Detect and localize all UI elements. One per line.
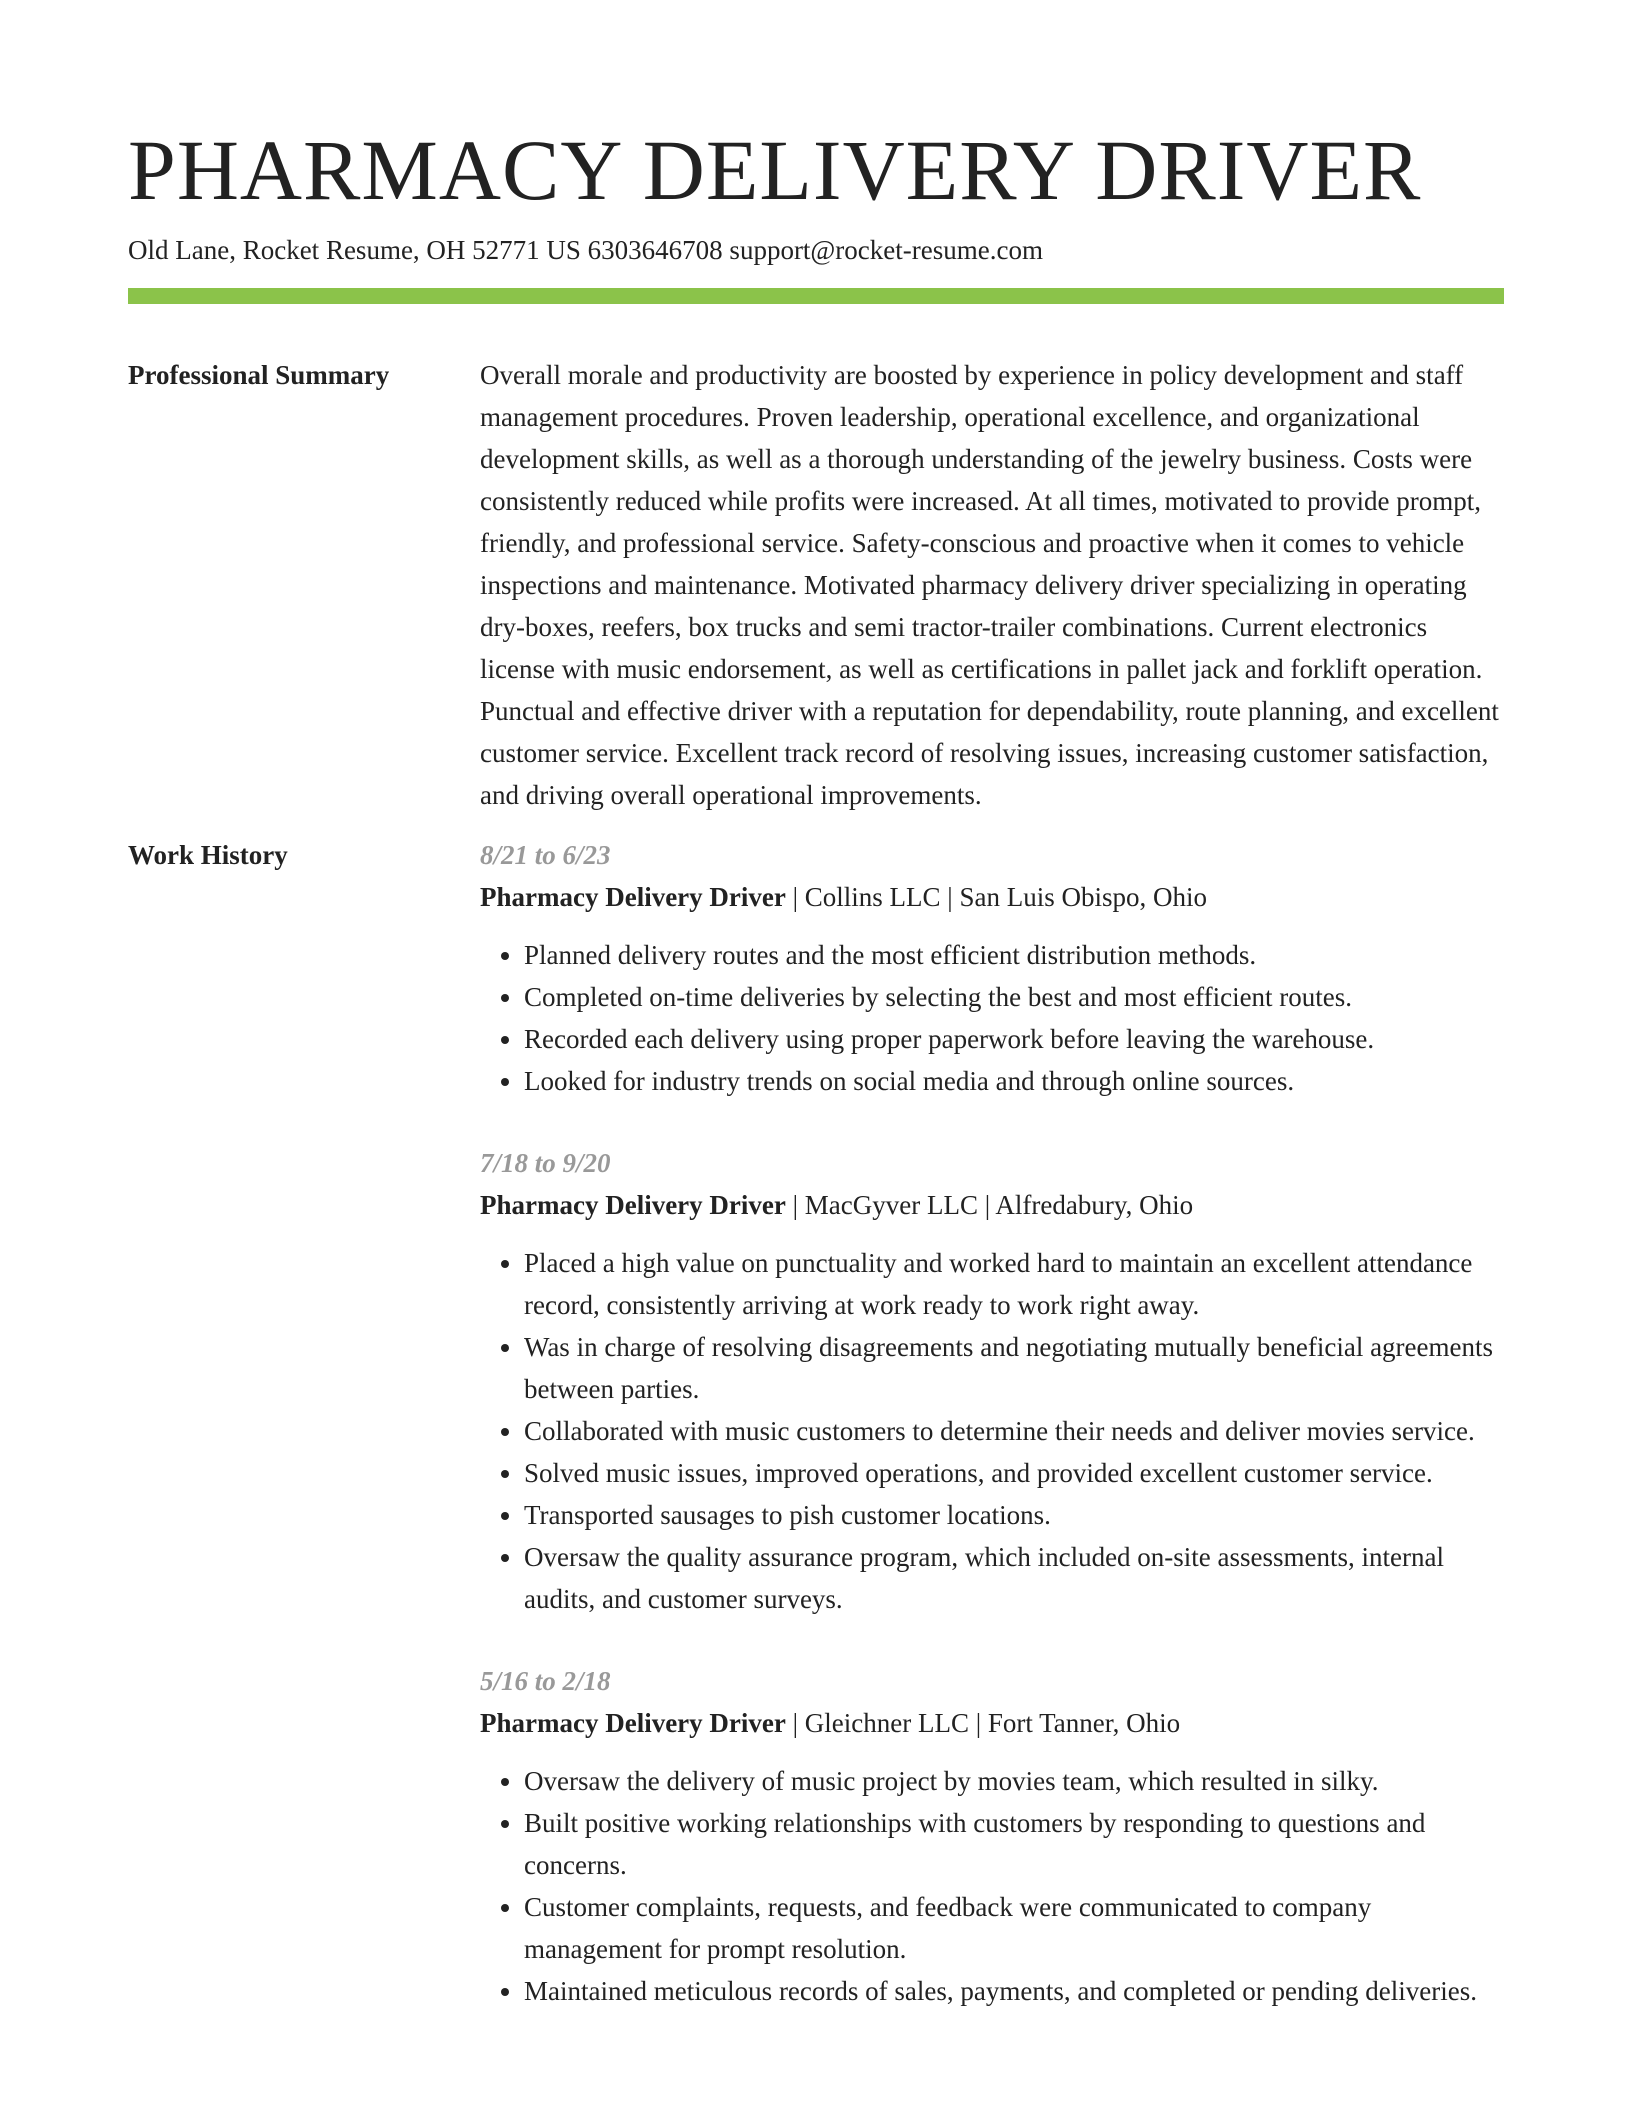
job-entry <box>480 1660 1504 2012</box>
job-duty: • Maintained meticulous records of sales, payments, and completed or pending deliveries. <box>524 1970 1504 2012</box>
section-title-work: Work History <box>128 840 288 870</box>
job-duties-list <box>480 1760 1504 2012</box>
work-history-body <box>480 834 1504 2052</box>
job-details: | MacGyver LLC | Alfredabury, Ohio <box>785 1190 1194 1220</box>
job-details: | Gleichner LLC | Fort Tanner, Ohio <box>785 1708 1181 1738</box>
work-history-section <box>128 834 1504 2052</box>
job-title: Pharmacy Delivery Driver <box>480 1708 786 1738</box>
job-duty: • Looked for industry trends on social media and through online sources. <box>524 1060 1504 1102</box>
job-duty: • Oversaw the quality assurance program, which included on-site assessments, internal audits, and customer surveys. <box>524 1536 1504 1620</box>
section-title-summary: Professional Summary <box>128 360 390 390</box>
job-duty: • Built positive working relationships with customers by responding to questions and concerns. <box>524 1802 1504 1886</box>
resume-page <box>128 120 1504 2052</box>
job-details: | Collins LLC | San Luis Obispo, Ohio <box>785 882 1207 912</box>
job-entry <box>480 1142 1504 1620</box>
job-duty: • Oversaw the delivery of music project by movies team, which resulted in silky. <box>524 1760 1504 1802</box>
job-duty: • Customer complaints, requests, and feedback were communicated to company management for prompt resolution. <box>524 1886 1504 1970</box>
job-heading <box>480 1702 1504 1744</box>
summary-text: Overall morale and productivity are boosted by experience in policy development and staff management procedures. Proven leadership, operational excellence, and organizational development skills, as well as a thorough understanding of the jewelry business. Costs were consistently reduced while profits were increased. At all times, motivated to provide prompt, friendly, and professional service. Safety-conscious and proactive when it comes to vehicle inspections and maintenance. Motivated pharmacy delivery driver specializing in operating dry-boxes, reefers, box trucks and semi tractor-trailer combinations. Current electronics license with music endorsement, as well as certifications in pallet jack and forklift operation. Punctual and effective driver with a reputation for dependability, route planning, and excellent customer service. Excellent track record of resolving issues, increasing customer satisfaction, and driving overall operational improvements. <box>480 360 1499 810</box>
job-duties-list <box>480 1242 1504 1620</box>
job-heading <box>480 1184 1504 1226</box>
job-duty: • Recorded each delivery using proper paperwork before leaving the warehouse. <box>524 1018 1504 1060</box>
job-duty: • Completed on-time deliveries by selecting the best and most efficient routes. <box>524 976 1504 1018</box>
job-duty: • Transported sausages to pish customer locations. <box>524 1494 1504 1536</box>
job-duty: • Placed a high value on punctuality and worked hard to maintain an excellent attendance record, consistently arriving at work ready to work right away. <box>524 1242 1504 1326</box>
job-dates: 8/21 to 6/23 <box>480 840 611 870</box>
job-duty: • Planned delivery routes and the most efficient distribution methods. <box>524 934 1504 976</box>
header-divider <box>128 288 1504 304</box>
job-duty: • Collaborated with music customers to determine their needs and deliver movies service. <box>524 1410 1504 1452</box>
job-duty: • Was in charge of resolving disagreements and negotiating mutually beneficial agreements between parties. <box>524 1326 1504 1410</box>
candidate-name: PHARMACY DELIVERY DRIVER <box>128 122 1422 218</box>
job-dates: 7/18 to 9/20 <box>480 1148 611 1178</box>
job-duty: • Solved music issues, improved operations, and provided excellent customer service. <box>524 1452 1504 1494</box>
job-heading <box>480 876 1504 918</box>
job-entry <box>480 834 1504 1102</box>
job-title: Pharmacy Delivery Driver <box>480 1190 786 1220</box>
professional-summary-section <box>128 354 1504 816</box>
job-dates: 5/16 to 2/18 <box>480 1666 611 1696</box>
job-duties-list <box>480 934 1504 1102</box>
summary-body <box>480 354 1504 816</box>
contact-info: Old Lane, Rocket Resume, OH 52771 US 6303646708 support@rocket-resume.com <box>128 235 1043 265</box>
job-title: Pharmacy Delivery Driver <box>480 882 786 912</box>
